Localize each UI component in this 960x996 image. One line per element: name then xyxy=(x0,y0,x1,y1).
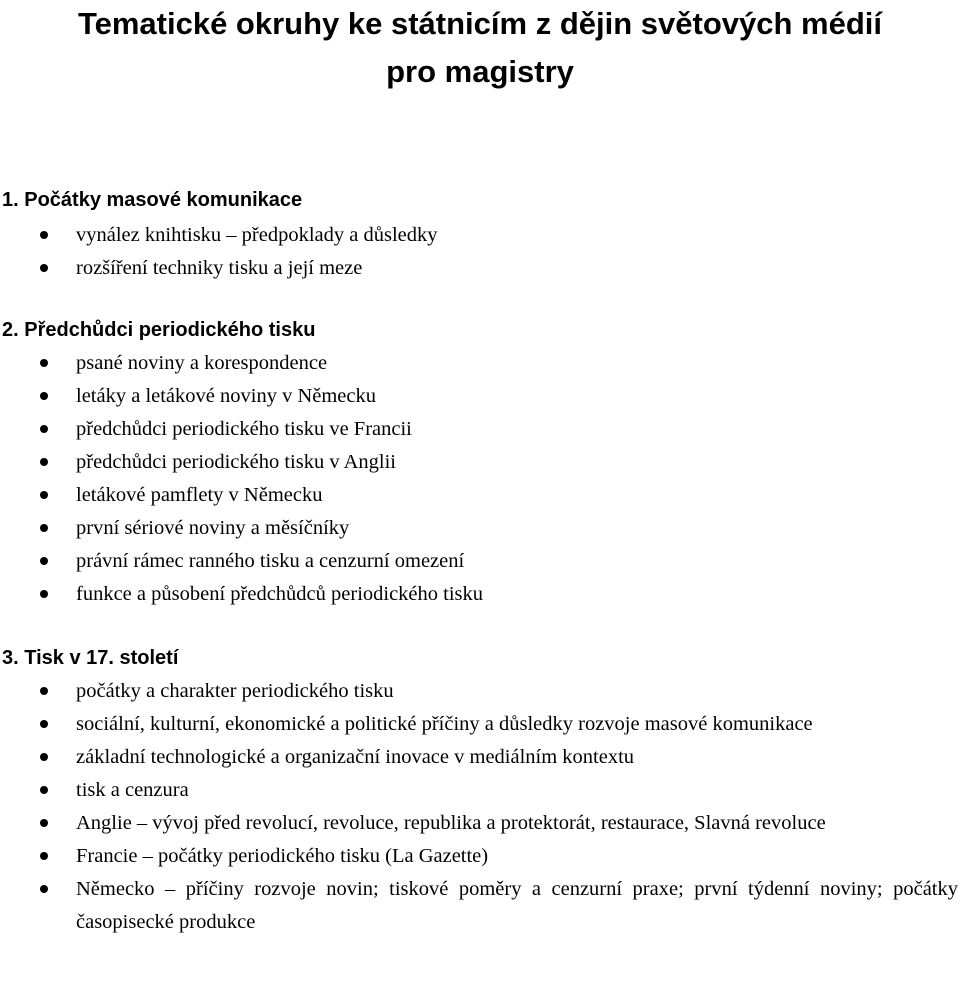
list-item xyxy=(0,578,958,611)
section-1-list xyxy=(0,219,958,285)
list-item xyxy=(0,347,958,380)
list-item xyxy=(0,675,958,708)
list-item xyxy=(0,708,958,741)
list-item-text: počátky a charakter periodického tisku xyxy=(76,680,394,702)
bullet-icon xyxy=(40,819,48,827)
list-item xyxy=(0,446,958,479)
section-2-list xyxy=(0,347,958,611)
title-line-1: Tematické okruhy ke státnicím z dějin světových médií xyxy=(77,6,882,41)
bullet-icon xyxy=(40,720,48,728)
bullet-icon xyxy=(40,359,48,367)
list-item xyxy=(0,219,958,252)
bullet-icon xyxy=(40,786,48,794)
title-line-2: pro magistry xyxy=(386,54,574,89)
list-item xyxy=(0,741,958,774)
section-3-list xyxy=(0,675,958,939)
list-item-text: základní technologické a organizační inovace v mediálním kontextu xyxy=(76,746,635,768)
bullet-icon xyxy=(40,491,48,499)
list-item-text: letáky a letákové noviny v Německu xyxy=(76,385,376,407)
section-heading-2: 2. Předchůdci periodického tisku xyxy=(2,319,316,341)
bullet-icon xyxy=(40,524,48,532)
bullet-icon xyxy=(40,590,48,598)
list-item-text: právní rámec ranného tisku a cenzurní omezení xyxy=(76,550,465,572)
list-item-text: funkce a působení předchůdců periodického tisku xyxy=(76,583,484,605)
list-item-text: předchůdci periodického tisku ve Francii xyxy=(76,418,412,440)
document-title xyxy=(0,0,960,96)
bullet-icon xyxy=(40,425,48,433)
list-item-text: rozšíření techniky tisku a její meze xyxy=(76,257,363,279)
list-item-text: Francie – počátky periodického tisku (La Gazette) xyxy=(76,845,489,867)
bullet-icon xyxy=(40,392,48,400)
section-heading-3: 3. Tisk v 17. století xyxy=(2,647,179,669)
list-item xyxy=(0,840,958,873)
list-item xyxy=(0,380,958,413)
bullet-icon xyxy=(40,687,48,695)
list-item xyxy=(0,413,958,446)
list-item xyxy=(0,252,958,285)
list-item-text: tisk a cenzura xyxy=(76,779,189,801)
list-item-text: letákové pamflety v Německu xyxy=(76,484,323,506)
list-item-text: sociální, kulturní, ekonomické a politické příčiny a důsledky rozvoje masové komunikace xyxy=(76,713,813,735)
list-item xyxy=(0,774,958,807)
list-item xyxy=(0,807,958,840)
bullet-icon xyxy=(40,231,48,239)
list-item xyxy=(0,873,958,939)
bullet-icon xyxy=(40,264,48,272)
list-item-text: psané noviny a korespondence xyxy=(76,352,328,374)
list-item xyxy=(0,479,958,512)
list-item-text: předchůdci periodického tisku v Anglii xyxy=(76,451,396,473)
bullet-icon xyxy=(40,885,48,893)
list-item-text: Německo – příčiny rozvoje novin; tiskové poměry a cenzurní praxe; první týdenní noviny; počátky časopisecké produkce xyxy=(76,878,958,933)
list-item xyxy=(0,545,958,578)
section-heading-1: 1. Počátky masové komunikace xyxy=(2,189,303,211)
list-item-text: Anglie – vývoj před revolucí, revoluce, republika a protektorát, restaurace, Slavná revoluce xyxy=(76,812,826,834)
list-item xyxy=(0,512,958,545)
bullet-icon xyxy=(40,852,48,860)
bullet-icon xyxy=(40,458,48,466)
list-item-text: vynález knihtisku – předpoklady a důsledky xyxy=(76,224,438,246)
bullet-icon xyxy=(40,753,48,761)
bullet-icon xyxy=(40,557,48,565)
list-item-text: první sériové noviny a měsíčníky xyxy=(76,517,350,539)
